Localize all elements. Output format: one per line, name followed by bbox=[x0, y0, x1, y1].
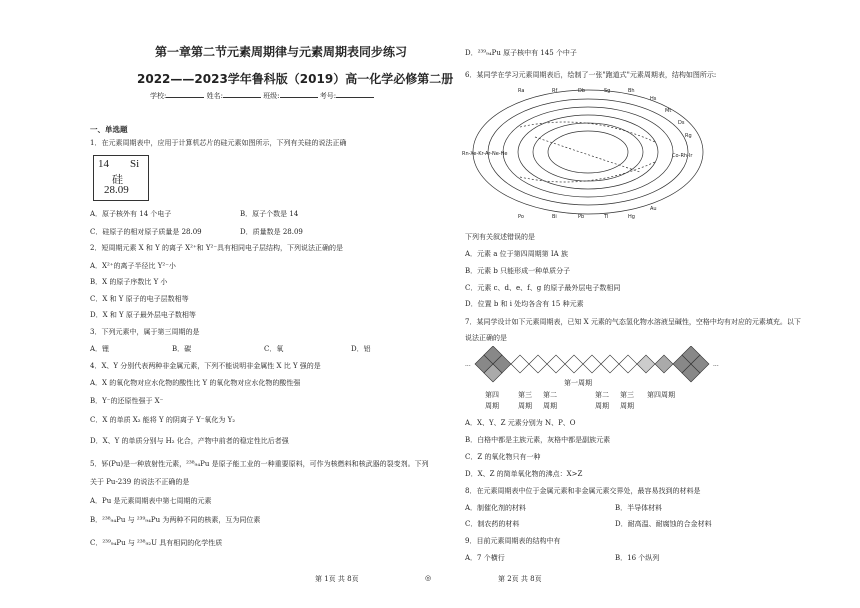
q8-option-d[interactable]: D．耐高温、耐腐蚀的合金材料 bbox=[615, 520, 712, 528]
q5-option-c[interactable]: C．²³⁹₉₄Pu 与 ²³⁸₉₂U 具有相同的化学性质 bbox=[90, 539, 223, 547]
class-label: 班级: bbox=[263, 92, 280, 100]
q7-option-d[interactable]: D．X、Z 的简单氧化物的沸点：X>Z bbox=[465, 470, 583, 478]
id-field[interactable] bbox=[336, 90, 374, 98]
q5-stem-cont: 关于 Pu-239 的说法不正确的是 bbox=[90, 478, 190, 486]
label-co-rh-ir: Co-Rh-Ir bbox=[672, 153, 693, 159]
footer-page-left: 第 1页 共 8页 bbox=[315, 575, 359, 583]
period-label-6: 第三 bbox=[620, 391, 634, 399]
q2-option-d[interactable]: D．X 和 Y 原子最外层电子数相等 bbox=[90, 311, 196, 319]
q8-stem: 8．在元素周期表中位于金属元素和非金属元素交界处，最容易找到的材料是 bbox=[465, 487, 701, 495]
q3-option-d[interactable]: D．铝 bbox=[351, 345, 371, 353]
q5-option-d[interactable]: D．²³⁹₉₄Pu 原子核中有 145 个中子 bbox=[465, 49, 577, 57]
q4-option-b[interactable]: B．Y⁻的还原性强于 X⁻ bbox=[90, 397, 164, 405]
student-info-line bbox=[150, 90, 374, 101]
q8-option-a[interactable]: A．制催化剂的材料 bbox=[465, 504, 527, 512]
period-label-1: 第四 bbox=[485, 391, 499, 399]
period-label-4: 第一周期 bbox=[564, 379, 592, 387]
period-word-2: 周期 bbox=[518, 402, 532, 410]
q6-option-a[interactable]: A．元素 a 位于第四周期第 IA 族 bbox=[465, 250, 568, 258]
page-title: 第一章第二节元素周期律与元素周期表同步练习 bbox=[155, 45, 408, 59]
q5-stem: 5．钚(Pu)是一种放射性元素，²³⁸₉₄Pu 是原子能工业的一种重要原料，可作为核燃料和核武器的裂变剂。下列 bbox=[90, 460, 429, 468]
q3-stem: 3．下列元素中，属于第三周期的是 bbox=[90, 328, 200, 336]
label-noble-gases: Rn-Xe-Kr-Ar-Ne-He bbox=[462, 151, 508, 157]
label-rf: Rf bbox=[552, 88, 558, 94]
q7-option-a[interactable]: A．X、Y、Z 元素分别为 N、P、O bbox=[465, 419, 576, 427]
name-label: 姓名: bbox=[206, 92, 223, 100]
q8-option-c[interactable]: C．制农药的材料 bbox=[465, 520, 520, 528]
q3-option-a[interactable]: A．锂 bbox=[90, 345, 110, 353]
school-field[interactable] bbox=[166, 90, 204, 98]
label-au: Au bbox=[650, 206, 657, 212]
q9-option-a[interactable]: A．7 个横行 bbox=[465, 554, 505, 562]
diamond-periodic-table bbox=[465, 346, 725, 386]
q1-option-d[interactable]: D．质量数是 28.09 bbox=[240, 228, 303, 236]
silicon-element-card bbox=[93, 155, 149, 201]
q1-option-b[interactable]: B．原子个数是 14 bbox=[240, 210, 299, 218]
period-word-5: 周期 bbox=[595, 402, 609, 410]
racetrack-periodic-table bbox=[460, 82, 710, 222]
name-field[interactable] bbox=[223, 90, 261, 98]
q2-option-b[interactable]: B．X 的原子序数比 Y 小 bbox=[90, 278, 168, 286]
page-subtitle: 2022——2023学年鲁科版（2019）高一化学必修第二册 bbox=[137, 72, 454, 86]
q5-option-b[interactable]: B．²³⁸₉₄Pu 与 ²³⁹₉₄Pu 为两种不同的核素，互为同位素 bbox=[90, 516, 261, 524]
label-ra: Ra bbox=[518, 88, 525, 94]
q1-option-a[interactable]: A．原子核外有 14 个电子 bbox=[90, 210, 172, 218]
school-label: 学校: bbox=[150, 92, 167, 100]
period-word-6: 周期 bbox=[620, 402, 634, 410]
label-bi: Bi bbox=[552, 214, 557, 220]
q3-option-c[interactable]: C．氧 bbox=[264, 345, 284, 353]
period-label-5: 第二 bbox=[595, 391, 609, 399]
label-hs: Hs bbox=[650, 96, 657, 102]
q6-stem: 6．某同学在学习元素周期表后，绘制了一张"跑道式"元素周期表，结构如图所示: bbox=[465, 71, 717, 79]
q7-option-b[interactable]: B．白格中都是主族元素，灰格中都是副族元素 bbox=[465, 436, 611, 444]
q2-option-c[interactable]: C．X 和 Y 原子的电子层数相等 bbox=[90, 295, 189, 303]
q9-option-b[interactable]: B．16 个纵列 bbox=[615, 554, 660, 562]
q6-ask: 下列有关叙述错误的是 bbox=[465, 233, 535, 241]
si-mass: 28.09 bbox=[104, 184, 129, 196]
id-label: 考号: bbox=[319, 92, 337, 100]
q1-option-c[interactable]: C．硅原子的相对原子质量是 28.09 bbox=[90, 228, 202, 236]
period-word-3: 周期 bbox=[543, 402, 557, 410]
footer-divider: ◎ bbox=[425, 574, 432, 582]
svg-text:···: ··· bbox=[465, 363, 471, 370]
q6-option-d[interactable]: D．位置 b 和 i 处均各含有 15 种元素 bbox=[465, 300, 584, 308]
q7-stem-cont: 说法正确的是 bbox=[465, 334, 507, 342]
label-rg: Rg bbox=[685, 133, 692, 139]
section-heading: 一、单选题 bbox=[90, 125, 128, 134]
q6-option-b[interactable]: B．元素 b 只能形成一种单质分子 bbox=[465, 267, 571, 275]
q6-option-c[interactable]: C．元素 c、d、e、f、g 的原子最外层电子数相同 bbox=[465, 284, 621, 292]
period-label-2: 第三 bbox=[518, 391, 532, 399]
period-label-7: 第四周期 bbox=[647, 391, 675, 399]
si-symbol: Si bbox=[130, 158, 140, 170]
label-ds: Ds bbox=[678, 120, 685, 126]
q3-option-b[interactable]: B．碳 bbox=[172, 345, 192, 353]
label-sg: Sg bbox=[604, 88, 611, 94]
q7-stem: 7．某同学设计如下元素周期表，已知 X 元素的气态氢化物水溶液呈碱性，空格中均有对应的元素填充。以下 bbox=[465, 318, 801, 326]
label-bh: Bh bbox=[628, 88, 635, 94]
q9-stem: 9．目前元素周期表的结构中有 bbox=[465, 537, 561, 545]
q8-option-b[interactable]: B．半导体材料 bbox=[615, 504, 663, 512]
q2-stem: 2．短周期元素 X 和 Y 的离子 X²⁺和 Y²⁻具有相同电子层结构，下列说法正确的是 bbox=[90, 244, 344, 252]
si-atomic-number: 14 bbox=[98, 158, 109, 170]
label-po: Po bbox=[518, 214, 524, 220]
q1-stem: 1．在元素周期表中，应用于计算机芯片的硅元素如图所示，下列有关硅的说法正确 bbox=[90, 139, 347, 147]
q4-stem: 4．X、Y 分别代表两种非金属元素，下列不能说明非金属性 X 比 Y 强的是 bbox=[90, 362, 321, 370]
q2-option-a[interactable]: A．X²⁺的离子半径比 Y²⁻小 bbox=[90, 262, 176, 270]
period-label-3: 第二 bbox=[543, 391, 557, 399]
class-field[interactable] bbox=[280, 90, 318, 98]
label-mt: Mt bbox=[665, 108, 672, 114]
label-db: Db bbox=[578, 88, 586, 94]
si-name: 硅 bbox=[112, 174, 123, 186]
svg-text:···: ··· bbox=[713, 363, 719, 370]
footer-page-right: 第 2页 共 8页 bbox=[498, 575, 542, 583]
period-word-1: 周期 bbox=[485, 402, 499, 410]
label-pb: Pb bbox=[578, 214, 585, 220]
label-tl: Tl bbox=[604, 214, 609, 220]
label-hg: Hg bbox=[628, 214, 635, 220]
q5-option-a[interactable]: A．Pu 是元素周期表中第七周期的元素 bbox=[90, 497, 212, 505]
q7-option-c[interactable]: C．Z 的氧化物只有一种 bbox=[465, 453, 541, 461]
q4-option-d[interactable]: D．X、Y 的单质分别与 H₂ 化合，产物中前者的稳定性比后者强 bbox=[90, 437, 289, 445]
q4-option-c[interactable]: C．X 的单质 X₂ 能将 Y 的阴离子 Y⁻氧化为 Y₂ bbox=[90, 416, 236, 424]
q4-option-a[interactable]: A．X 的氧化物对应水化物的酸性比 Y 的氧化物对应水化物的酸性强 bbox=[90, 379, 301, 387]
